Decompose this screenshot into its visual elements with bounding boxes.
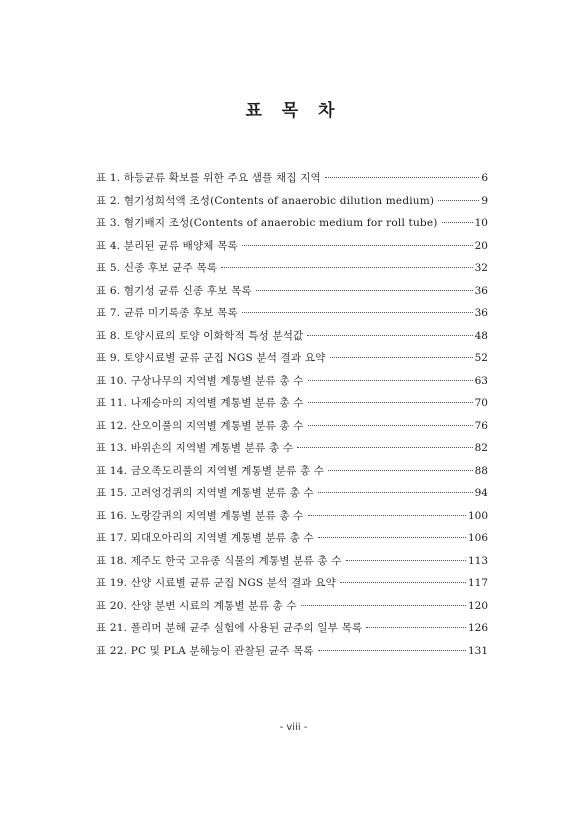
toc-entry xyxy=(96,463,488,486)
toc-entry xyxy=(96,238,488,261)
toc-entry-page-number: 131 xyxy=(467,644,488,657)
toc-entry xyxy=(96,305,488,328)
toc-entry xyxy=(96,193,488,216)
toc-dot-leader xyxy=(256,289,473,291)
toc-entry-label: 표 8. 토양시료의 토양 이화학적 특성 분석값 xyxy=(96,329,304,342)
toc-entry xyxy=(96,283,488,306)
toc-dot-leader xyxy=(442,221,473,223)
toc-dot-leader xyxy=(366,626,466,628)
toc-entry-page-number: 70 xyxy=(474,397,488,409)
toc-entry-label: 표 2. 혐기성희석액 조성(Contents of anaerobic dilution medium) xyxy=(96,194,435,207)
toc-entry xyxy=(96,598,488,621)
toc-entry-label: 표 7. 균류 미기록종 후보 목록 xyxy=(96,307,238,319)
toc-dot-leader xyxy=(330,356,473,358)
toc-entry-page-number: 106 xyxy=(467,532,488,544)
toc-entry-label: 표 9. 토양시료별 균류 군집 NGS 분석 결과 요약 xyxy=(96,352,326,364)
toc-entry-page-number: 82 xyxy=(474,442,488,454)
toc-entry-label: 표 6. 혐기성 균류 신종 후보 목록 xyxy=(96,284,252,297)
toc-entry-page-number: 9 xyxy=(481,194,488,207)
toc-dot-leader xyxy=(308,401,473,403)
toc-dot-leader xyxy=(242,244,473,246)
toc-entry xyxy=(96,643,488,666)
toc-entry xyxy=(96,575,488,598)
page-number-footer: - viii - xyxy=(279,722,308,733)
toc-entry-label: 표 18. 제주도 한국 고유종 식물의 계통별 분류 총 수 xyxy=(96,554,342,567)
toc-entry-page-number: 63 xyxy=(474,374,488,387)
toc-entry-page-number: 20 xyxy=(474,239,488,252)
toc-entry-page-number: 126 xyxy=(467,622,488,634)
toc-dot-leader xyxy=(318,649,466,651)
page-title: 표 목 차 xyxy=(245,101,342,121)
toc-dot-leader xyxy=(318,536,466,538)
toc-dot-leader xyxy=(297,446,472,448)
toc-entry xyxy=(96,328,488,351)
toc-entry-label: 표 16. 노랑갈퀴의 지역별 계통별 분류 총 수 xyxy=(96,509,304,522)
toc-dot-leader xyxy=(221,266,472,268)
toc-dot-leader xyxy=(301,604,466,606)
toc-entry-page-number: 52 xyxy=(474,352,488,364)
toc-entry-page-number: 36 xyxy=(474,284,488,297)
toc-dot-leader xyxy=(307,334,472,336)
toc-dot-leader xyxy=(308,514,466,516)
toc-entry-label: 표 17. 뫼대오아리의 지역별 계통별 분류 총 수 xyxy=(96,532,314,544)
toc-entry-page-number: 10 xyxy=(474,217,488,229)
toc-dot-leader xyxy=(438,199,479,201)
toc-entry-label: 표 21. 폴리머 분해 균주 실험에 사용된 균주의 일부 목록 xyxy=(96,622,363,634)
toc-entry-label: 표 14. 금오족도리풀의 지역별 계통별 분류 총 수 xyxy=(96,464,325,477)
toc-dot-leader xyxy=(318,491,473,493)
toc-entry xyxy=(96,260,488,283)
toc-entry-label: 표 5. 신종 후보 균주 목록 xyxy=(96,262,218,274)
toc-entry-label: 표 22. PC 및 PLA 분해능이 관찰된 균주 목록 xyxy=(96,644,314,657)
toc-entry xyxy=(96,553,488,576)
toc-entry xyxy=(96,418,488,441)
toc-entry xyxy=(96,215,488,238)
toc-dot-leader xyxy=(308,424,473,426)
toc-entry-page-number: 117 xyxy=(467,577,488,589)
toc-dot-leader xyxy=(328,469,472,471)
toc-entry-label: 표 20. 산양 분변 시료의 계통별 분류 총 수 xyxy=(96,599,297,612)
toc-entry-label: 표 4. 분리된 균류 배양체 목록 xyxy=(96,239,238,252)
toc-entry-page-number: 88 xyxy=(474,464,488,477)
toc-entry-label: 표 3. 혐기배지 조성(Contents of anaerobic medium for roll tube) xyxy=(96,217,438,229)
toc-entry-label: 표 10. 구상나무의 지역별 계통별 분류 총 수 xyxy=(96,374,304,387)
toc-entry xyxy=(96,373,488,396)
toc-entry-page-number: 36 xyxy=(474,307,488,319)
toc-entry-label: 표 1. 하등균류 확보를 위한 주요 샘플 채집 지역 xyxy=(96,172,321,184)
toc-entry xyxy=(96,508,488,531)
toc-entry xyxy=(96,440,488,463)
toc-entry xyxy=(96,350,488,373)
table-of-contents xyxy=(96,170,488,665)
toc-entry-label: 표 13. 바위손의 지역별 계통별 분류 총 수 xyxy=(96,442,294,454)
toc-entry xyxy=(96,395,488,418)
toc-entry xyxy=(96,620,488,643)
toc-dot-leader xyxy=(346,559,466,561)
toc-entry-page-number: 76 xyxy=(474,419,488,432)
toc-entry-label: 표 11. 나제승마의 지역별 계통별 분류 총 수 xyxy=(96,397,304,409)
toc-entry-page-number: 6 xyxy=(481,172,488,184)
toc-entry-page-number: 48 xyxy=(474,329,488,342)
toc-entry-page-number: 32 xyxy=(474,262,488,274)
toc-entry-page-number: 100 xyxy=(467,509,488,522)
toc-dot-leader xyxy=(340,581,466,583)
toc-entry-label: 표 12. 산오이풀의 지역별 계통별 분류 총 수 xyxy=(96,419,304,432)
toc-entry-page-number: 120 xyxy=(467,599,488,612)
toc-dot-leader xyxy=(308,379,473,381)
toc-dot-leader xyxy=(325,176,479,178)
toc-entry-page-number: 113 xyxy=(467,554,488,567)
toc-dot-leader xyxy=(242,311,473,313)
toc-entry xyxy=(96,530,488,553)
toc-entry xyxy=(96,485,488,508)
toc-entry-page-number: 94 xyxy=(474,487,488,499)
toc-entry-label: 표 15. 고려엉겅퀴의 지역별 계통별 분류 총 수 xyxy=(96,487,314,499)
toc-entry-label: 표 19. 산양 시료별 균류 군집 NGS 분석 결과 요약 xyxy=(96,577,336,589)
toc-entry xyxy=(96,170,488,193)
